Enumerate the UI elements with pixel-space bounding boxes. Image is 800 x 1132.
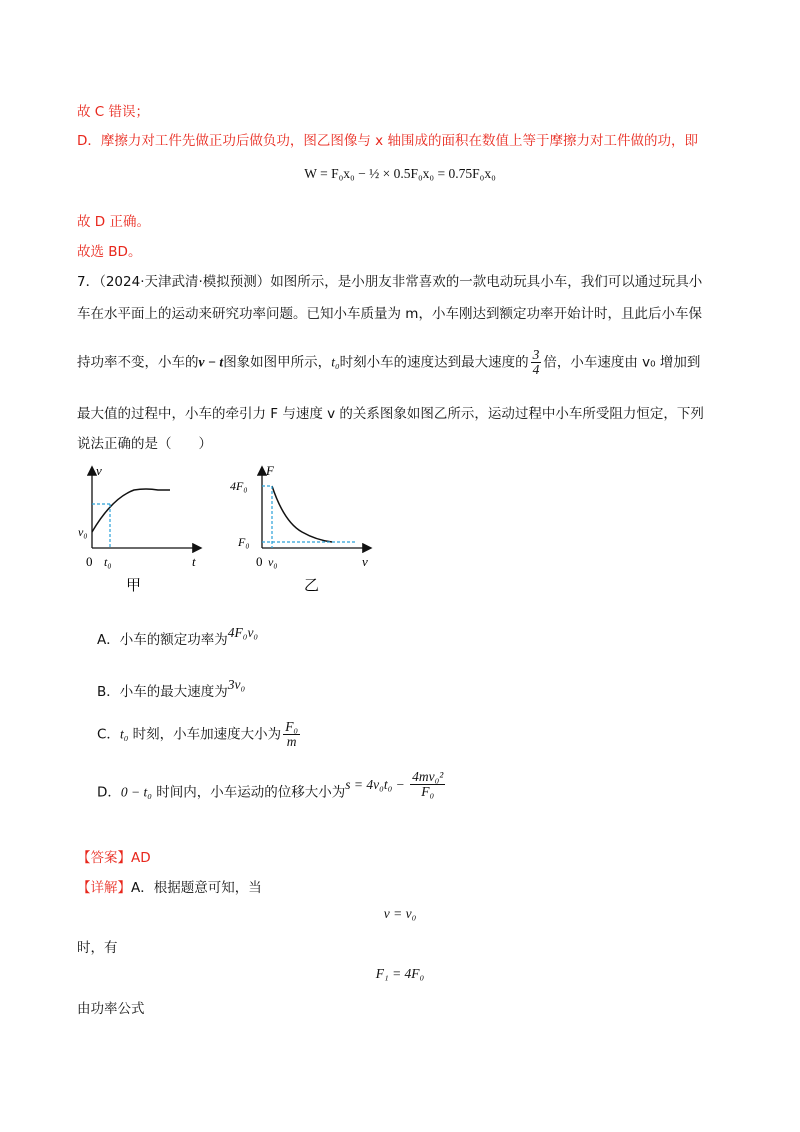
option-b <box>97 677 246 700</box>
formula-work: W = F₀x₀ − ½ × 0.5F₀x₀ = 0.75F₀x₀ <box>304 166 496 181</box>
figure-yi <box>228 460 388 610</box>
option-b-math: 3v₀ <box>227 677 246 692</box>
text-when: 时，有 <box>77 940 118 956</box>
yi-bottom-label: F₀ <box>238 535 250 549</box>
option-d-fraction <box>410 770 445 799</box>
detail-line <box>77 876 262 896</box>
yi-xlabel: v <box>362 554 368 569</box>
red-text-line-2: D．摩擦力对工件先做正功后做负功，图乙图像与 x 轴围成的面积在数值上等于摩擦力对工件做的功，即 <box>77 133 698 149</box>
question-line-3 <box>77 348 700 377</box>
question-line-1 <box>77 270 702 290</box>
option-d-text2: 时间内，小车运动的位移大小为 <box>151 784 346 801</box>
text-power: 由功率公式 <box>77 1001 145 1017</box>
fraction-three-quarters <box>531 348 542 377</box>
yi-curve <box>272 486 332 542</box>
yi-ylabel: F <box>266 463 274 478</box>
yi-origin: 0 <box>256 554 263 569</box>
option-d-math: s = 4v₀t₀ − <box>345 776 409 792</box>
option-d-den: F₀ <box>421 784 435 799</box>
vt-label: v − t <box>198 354 224 370</box>
option-b-text: B．小车的最大速度为 <box>97 684 228 700</box>
option-c <box>97 720 302 749</box>
equation-f: F₁ = 4F₀ <box>375 966 425 981</box>
jia-xlabel: t <box>192 554 196 569</box>
question-source: （2024·天津武清·模拟预测） <box>99 274 271 290</box>
option-d-range: 0 − t₀ <box>120 784 152 800</box>
yi-v0: v₀ <box>268 555 278 569</box>
option-c-fraction <box>283 720 300 749</box>
option-c-text1: C． <box>97 726 120 743</box>
option-d <box>97 769 447 807</box>
detail-text: A．根据题意可知，当 <box>131 880 262 896</box>
red-text-line-4: 故选 BD。 <box>77 244 142 260</box>
question-line-2: 车在水平面上的运动来研究功率问题。已知小车质量为 m，小车刚达到额定功率开始计时，且此后小车保 <box>77 306 702 322</box>
jia-ylabel: v <box>96 463 102 478</box>
option-c-text2: 时刻，小车加速度大小为 <box>128 726 282 743</box>
option-c-den: m <box>286 734 297 749</box>
yi-top-label: 4F₀ <box>230 479 248 493</box>
question-text-1: 如图所示，是小朋友非常喜欢的一款电动玩具小车，我们可以通过玩具小 <box>270 274 703 290</box>
t0-label: t₀ <box>331 354 340 370</box>
equation-v: v = v₀ <box>383 906 417 921</box>
red-text-line-3: 故 D 正确。 <box>77 214 150 230</box>
option-d-text1: D． <box>97 784 121 801</box>
detail-label: 【详解】 <box>77 880 131 896</box>
question-line-5: 说法正确的是（ ） <box>77 436 212 452</box>
jia-origin: 0 <box>86 554 93 569</box>
frac-den: 4 <box>532 362 540 377</box>
jia-caption: 甲 <box>126 578 142 594</box>
question-text-3e: 时刻小车的速度达到最大速度的 <box>339 354 529 371</box>
frac-num: 3 <box>532 347 540 362</box>
option-a-text: A．小车的额定功率为 <box>97 632 228 648</box>
option-a <box>97 625 259 648</box>
yi-caption: 乙 <box>304 578 320 594</box>
jia-v0: v₀ <box>78 525 88 539</box>
jia-t0: t₀ <box>104 555 112 569</box>
option-c-num: F₀ <box>285 719 299 734</box>
question-line-4: 最大值的过程中，小车的牵引力 F 与速度 v 的关系图象如图乙所示，运动过程中小车所受阻力恒定，下列 <box>77 406 704 422</box>
option-c-t0: t₀ <box>119 726 129 742</box>
option-a-math: 4F₀v₀ <box>227 625 259 640</box>
question-number: 7． <box>77 274 100 290</box>
figure-jia <box>70 460 220 610</box>
answer-label: 【答案】AD <box>77 850 151 866</box>
option-d-num: 4mv₀² <box>412 769 444 784</box>
question-text-3c: 图象如图甲所示， <box>223 354 332 371</box>
red-text-line-1: 故 C 错误； <box>77 104 150 120</box>
question-text-3f: 倍，小车速度由 v₀ 增加到 <box>543 354 701 371</box>
jia-curve <box>92 489 170 532</box>
question-text-3a: 持功率不变，小车的 <box>77 354 199 371</box>
